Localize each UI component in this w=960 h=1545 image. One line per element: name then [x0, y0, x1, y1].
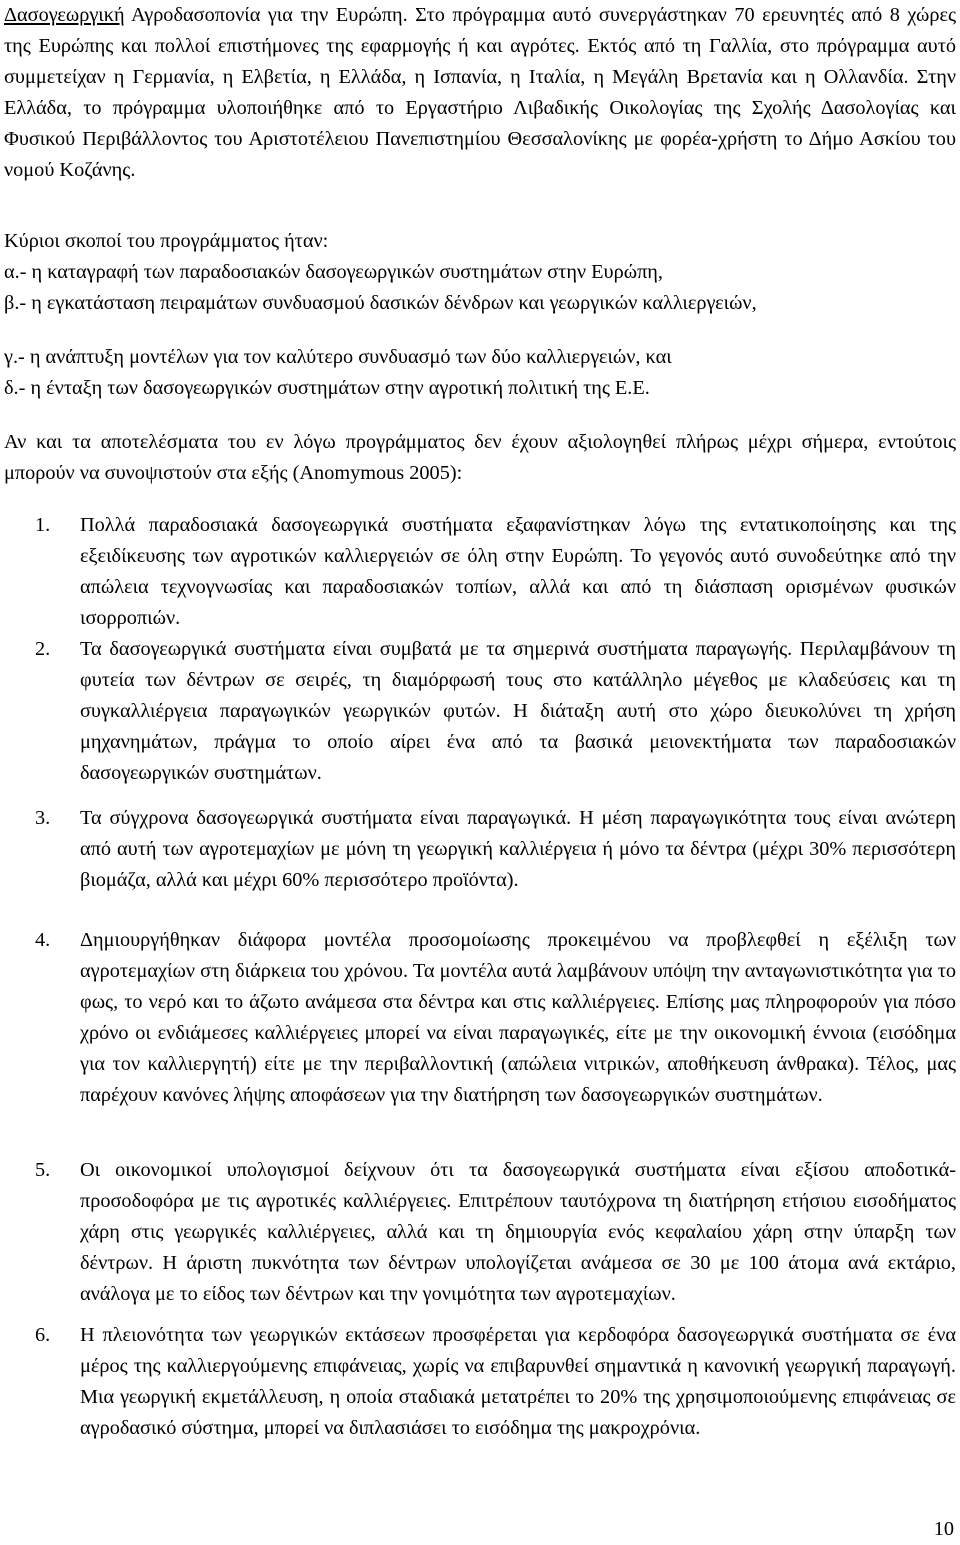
result-text: Πολλά παραδοσιακά δασογεωργικά συστήματα εξαφανίστηκαν λόγω της εντατικοποίησης και της εξειδίκευσης των αγροτικών καλλιεργειών σε όλη στην Ευρώπη. Το γεγονός αυτό συνοδεύτηκε από την απώλεια τεχνογνωσίας και παραδοσιακών τοπίων, αλλά και από τη διάσπαση ορισμένων φυσικών ισορροπιών.	[80, 514, 956, 629]
result-number: 3.	[35, 807, 51, 829]
underlined-term: Δασογεωργική	[4, 4, 125, 26]
result-number: 1.	[35, 514, 51, 536]
result-number: 6.	[35, 1324, 51, 1346]
result-number: 5.	[35, 1159, 51, 1181]
result-text: Οι οικονομικοί υπολογισμοί δείχνουν ότι τα δασογεωργικά συστήματα είναι εξίσου αποδοτικά-προσοδοφόρα με τις αγροτικές καλλιέργειες. Επιτρέπουν ταυτόχρονα τη διατήρηση ετήσιου εισοδήματος χάρη στις γεωργικές καλλιέργειες, αλλά και τη δημιουργία ενός κεφαλαίου χάρη στην ύπαρξη των δέντρων. Η άριστη πυκνότητα των δέντρων υπολογίζεται ανάμεσα σε 30 με 100 άτομα ανά εκτάριο, ανάλογα με το είδος των δέντρων και την γονιμότητα των αγροτεμαχίων.	[80, 1159, 956, 1305]
goal-item: δ.- η ένταξη των δασογεωργικών συστημάτων στην αγροτική πολιτική της Ε.Ε.	[4, 377, 650, 399]
goals-heading: Κύριοι σκοποί του προγράμματος ήταν:	[4, 230, 329, 252]
result-text: Η πλειονότητα των γεωργικών εκτάσεων προσφέρεται για κερδοφόρα δασογεωργικά συστήματα σε ένα μέρος της καλλιεργούμενης επιφάνειας, χωρίς να επιβαρυνθεί σημαντικά η κανονική γεωργική παραγωγή. Μια γεωργική εκμετάλλευση, η οποία σταδιακά μετατρέπει το 20% της χρησιμοποιούμενης επιφάνειας σε αγροδασικό σύστημα, μπορεί να διπλασιάσει το εισόδημα της μακροχρόνια.	[80, 1324, 956, 1439]
result-number: 4.	[35, 929, 51, 951]
page-number: 10	[933, 1518, 954, 1540]
result-text: Τα σύγχρονα δασογεωργικά συστήματα είναι παραγωγικά. Η μέση παραγωγικότητα τους είναι ανώτερη από αυτή των αγροτεμαχίων με μόνη τη γεωργική καλλιέργεια ή μόνο τα δέντρα (μέχρι 30% περισσότερη βιομάζα, αλλά και μέχρι 60% περισσότερο προϊόντα).	[80, 807, 956, 891]
results-intro: Αν και τα αποτελέσματα του εν λόγω προγράμματος δεν έχουν αξιολογηθεί πλήρως μέχρι σήμερα, εντούτοις μπορούν να συνοψιστούν στα εξής (Anomymous 2005):	[4, 431, 956, 484]
goal-item: β.- η εγκατάσταση πειραμάτων συνδυασμού δασικών δένδρων και γεωργικών καλλιεργειών,	[4, 292, 757, 314]
top-paragraph	[4, 0, 956, 185]
result-text: Τα δασογεωργικά συστήματα είναι συμβατά με τα σημερινά συστήματα παραγωγής. Περιλαμβάνουν τη φυτεία των δέντρων σε σειρές, τη διαμόρφωσή τους στο κατάλληλο μέγεθος με κλαδεύσεις και τη συγκαλλιέργεια παραγωγικών γεωργικών φυτών. Η διάταξη αυτή στο χώρο διευκολύνει τη χρήση μηχανημάτων, πράγμα το οποίο αίρει ένα από τα βασικά μειονεκτήματα των παραδοσιακών δασογεωργικών συστημάτων.	[80, 638, 956, 784]
result-number: 2.	[35, 638, 51, 660]
goal-item: α.- η καταγραφή των παραδοσιακών δασογεωργικών συστημάτων στην Ευρώπη,	[4, 261, 663, 283]
result-text: Δημιουργήθηκαν διάφορα μοντέλα προσομοίωσης προκειμένου να προβλεφθεί η εξέλιξη των αγροτεμαχίων στη διάρκεια του χρόνου. Τα μοντέλα αυτά λαμβάνουν υπόψη την ανταγωνιστικότητα για το φως, το νερό και το άζωτο ανάμεσα στα δέντρα και στις καλλιέργειες. Επίσης μας πληροφορούν για πόσο χρόνο οι ενδιάμεσες καλλιέργειες μπορεί να είναι παραγωγικές, είτε με την οικονομική έννοια (εισόδημα για τον καλλιεργητή) είτε με την περιβαλλοντική (απώλεια νιτρικών, αποθήκευση άνθρακα). Τέλος, μας παρέχουν κανόνες λήψης αποφάσεων για την διατήρηση των δασογεωργικών συστημάτων.	[80, 929, 956, 1106]
top-paragraph-text: Αγροδασοπονία για την Ευρώπη. Στο πρόγραμμα αυτό συνεργάστηκαν 70 ερευνητές από 8 χώρες της Ευρώπης και πολλοί επιστήμονες της εφαρμογής ή και αγρότες. Εκτός από τη Γαλλία, στο πρόγραμμα αυτό συμμετείχαν η Γερμανία, η Ελβετία, η Ελλάδα, η Ισπανία, η Ιταλία, η Μεγάλη Βρετανία και η Ολλανδία. Στην Ελλάδα, το πρόγραμμα υλοποιήθηκε από το Εργαστήριο Λιβαδικής Οικολογίας της Σχολής Δασολογίας και Φυσικού Περιβάλλοντος του Αριστοτέλειου Πανεπιστημίου Θεσσαλονίκης με φορέα-χρήστη το Δήμο Ασκίου του νομού Κοζάνης.	[4, 4, 956, 181]
goal-item: γ.- η ανάπτυξη μοντέλων για τον καλύτερο συνδυασμό των δύο καλλιεργειών, και	[4, 346, 672, 368]
